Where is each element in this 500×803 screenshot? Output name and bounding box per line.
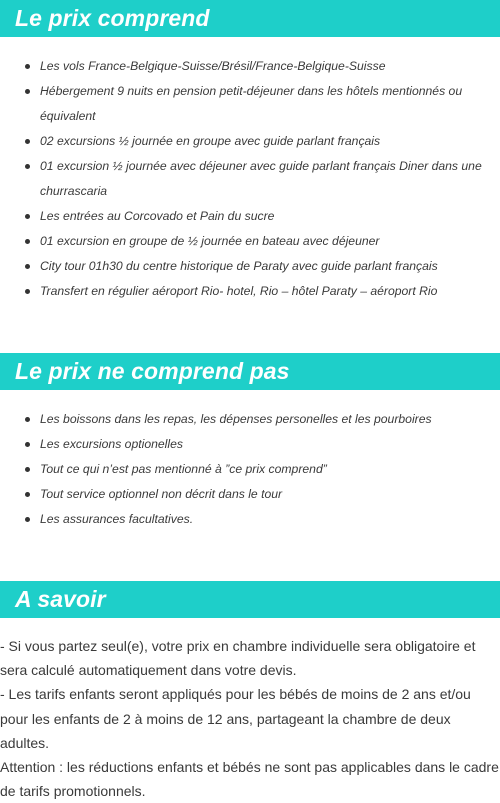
bullet-icon	[25, 139, 30, 144]
list-item-text: Les entrées au Corcovado et Pain du sucre	[40, 209, 275, 223]
section-title-not-included: Le prix ne comprend pas	[15, 358, 290, 384]
info-paragraph: Attention : les réductions enfants et bébés ne sont pas applicables dans le cadre de tarifs promotionnels.	[0, 759, 499, 800]
list-item-text: Les excursions optionelles	[40, 437, 183, 451]
list-item	[0, 507, 500, 532]
list-item	[0, 432, 500, 457]
list-item	[0, 79, 500, 129]
info-paragraph: - Si vous partez seul(e), votre prix en chambre individuelle sera obligatoire et sera calculé automatiquement dans votre devis.	[0, 638, 476, 679]
list-item	[0, 154, 500, 204]
list-item-text: 01 excursion en groupe de ½ journée en bateau avec déjeuner	[40, 234, 380, 248]
list-item	[0, 457, 500, 482]
bullet-icon	[25, 442, 30, 447]
list-item	[0, 129, 500, 154]
section-title-good-to-know: A savoir	[15, 586, 106, 612]
section-title-included: Le prix comprend	[15, 5, 210, 31]
list-item	[0, 407, 500, 432]
list-item-text: City tour 01h30 du centre historique de Paraty avec guide parlant français	[40, 259, 438, 273]
list-item-text: Les assurances facultatives.	[40, 512, 194, 526]
list-item-text: 02 excursions ½ journée en groupe avec guide parlant français	[40, 134, 381, 148]
bullet-icon	[25, 492, 30, 497]
bullet-icon	[25, 517, 30, 522]
bullet-icon	[25, 467, 30, 472]
list-item-text: Tout ce qui n’est pas mentionné à ”ce prix comprend”	[40, 462, 327, 476]
list-item	[0, 254, 500, 279]
section-header-included	[0, 0, 500, 37]
list-item	[0, 54, 500, 79]
list-item-text: Transfert en régulier aéroport Rio- hotel, Rio – hôtel Paraty – aéroport Rio	[40, 284, 438, 298]
bullet-icon	[25, 214, 30, 219]
bullet-icon	[25, 417, 30, 422]
info-paragraph: - Les tarifs enfants seront appliqués pour les bébés de moins de 2 ans et/ou pour les enfants de 2 à moins de 12 ans, partageant la chambre de deux adultes.	[0, 686, 471, 751]
bullet-icon	[25, 289, 30, 294]
not-included-list	[0, 407, 500, 532]
list-item-text: Tout service optionnel non décrit dans le tour	[40, 487, 283, 501]
bullet-icon	[25, 89, 30, 94]
list-item	[0, 229, 500, 254]
included-list	[0, 54, 500, 304]
bullet-icon	[25, 64, 30, 69]
bullet-icon	[25, 264, 30, 269]
list-item-text: Hébergement 9 nuits en pension petit-déjeuner dans les hôtels mentionnés ou équivalent	[40, 84, 463, 123]
list-item	[0, 482, 500, 507]
bullet-icon	[25, 164, 30, 169]
list-item-text: 01 excursion ½ journée avec déjeuner avec guide parlant français Diner dans une churrascaria	[40, 159, 482, 198]
list-item-text: Les vols France-Belgique-Suisse/Brésil/France-Belgique-Suisse	[40, 59, 386, 73]
list-item	[0, 279, 500, 304]
section-header-not-included	[0, 353, 500, 390]
list-item-text: Les boissons dans les repas, les dépenses personelles et les pourboires	[40, 412, 432, 426]
good-to-know-text	[0, 634, 500, 803]
list-item	[0, 204, 500, 229]
bullet-icon	[25, 239, 30, 244]
section-header-good-to-know	[0, 581, 500, 618]
